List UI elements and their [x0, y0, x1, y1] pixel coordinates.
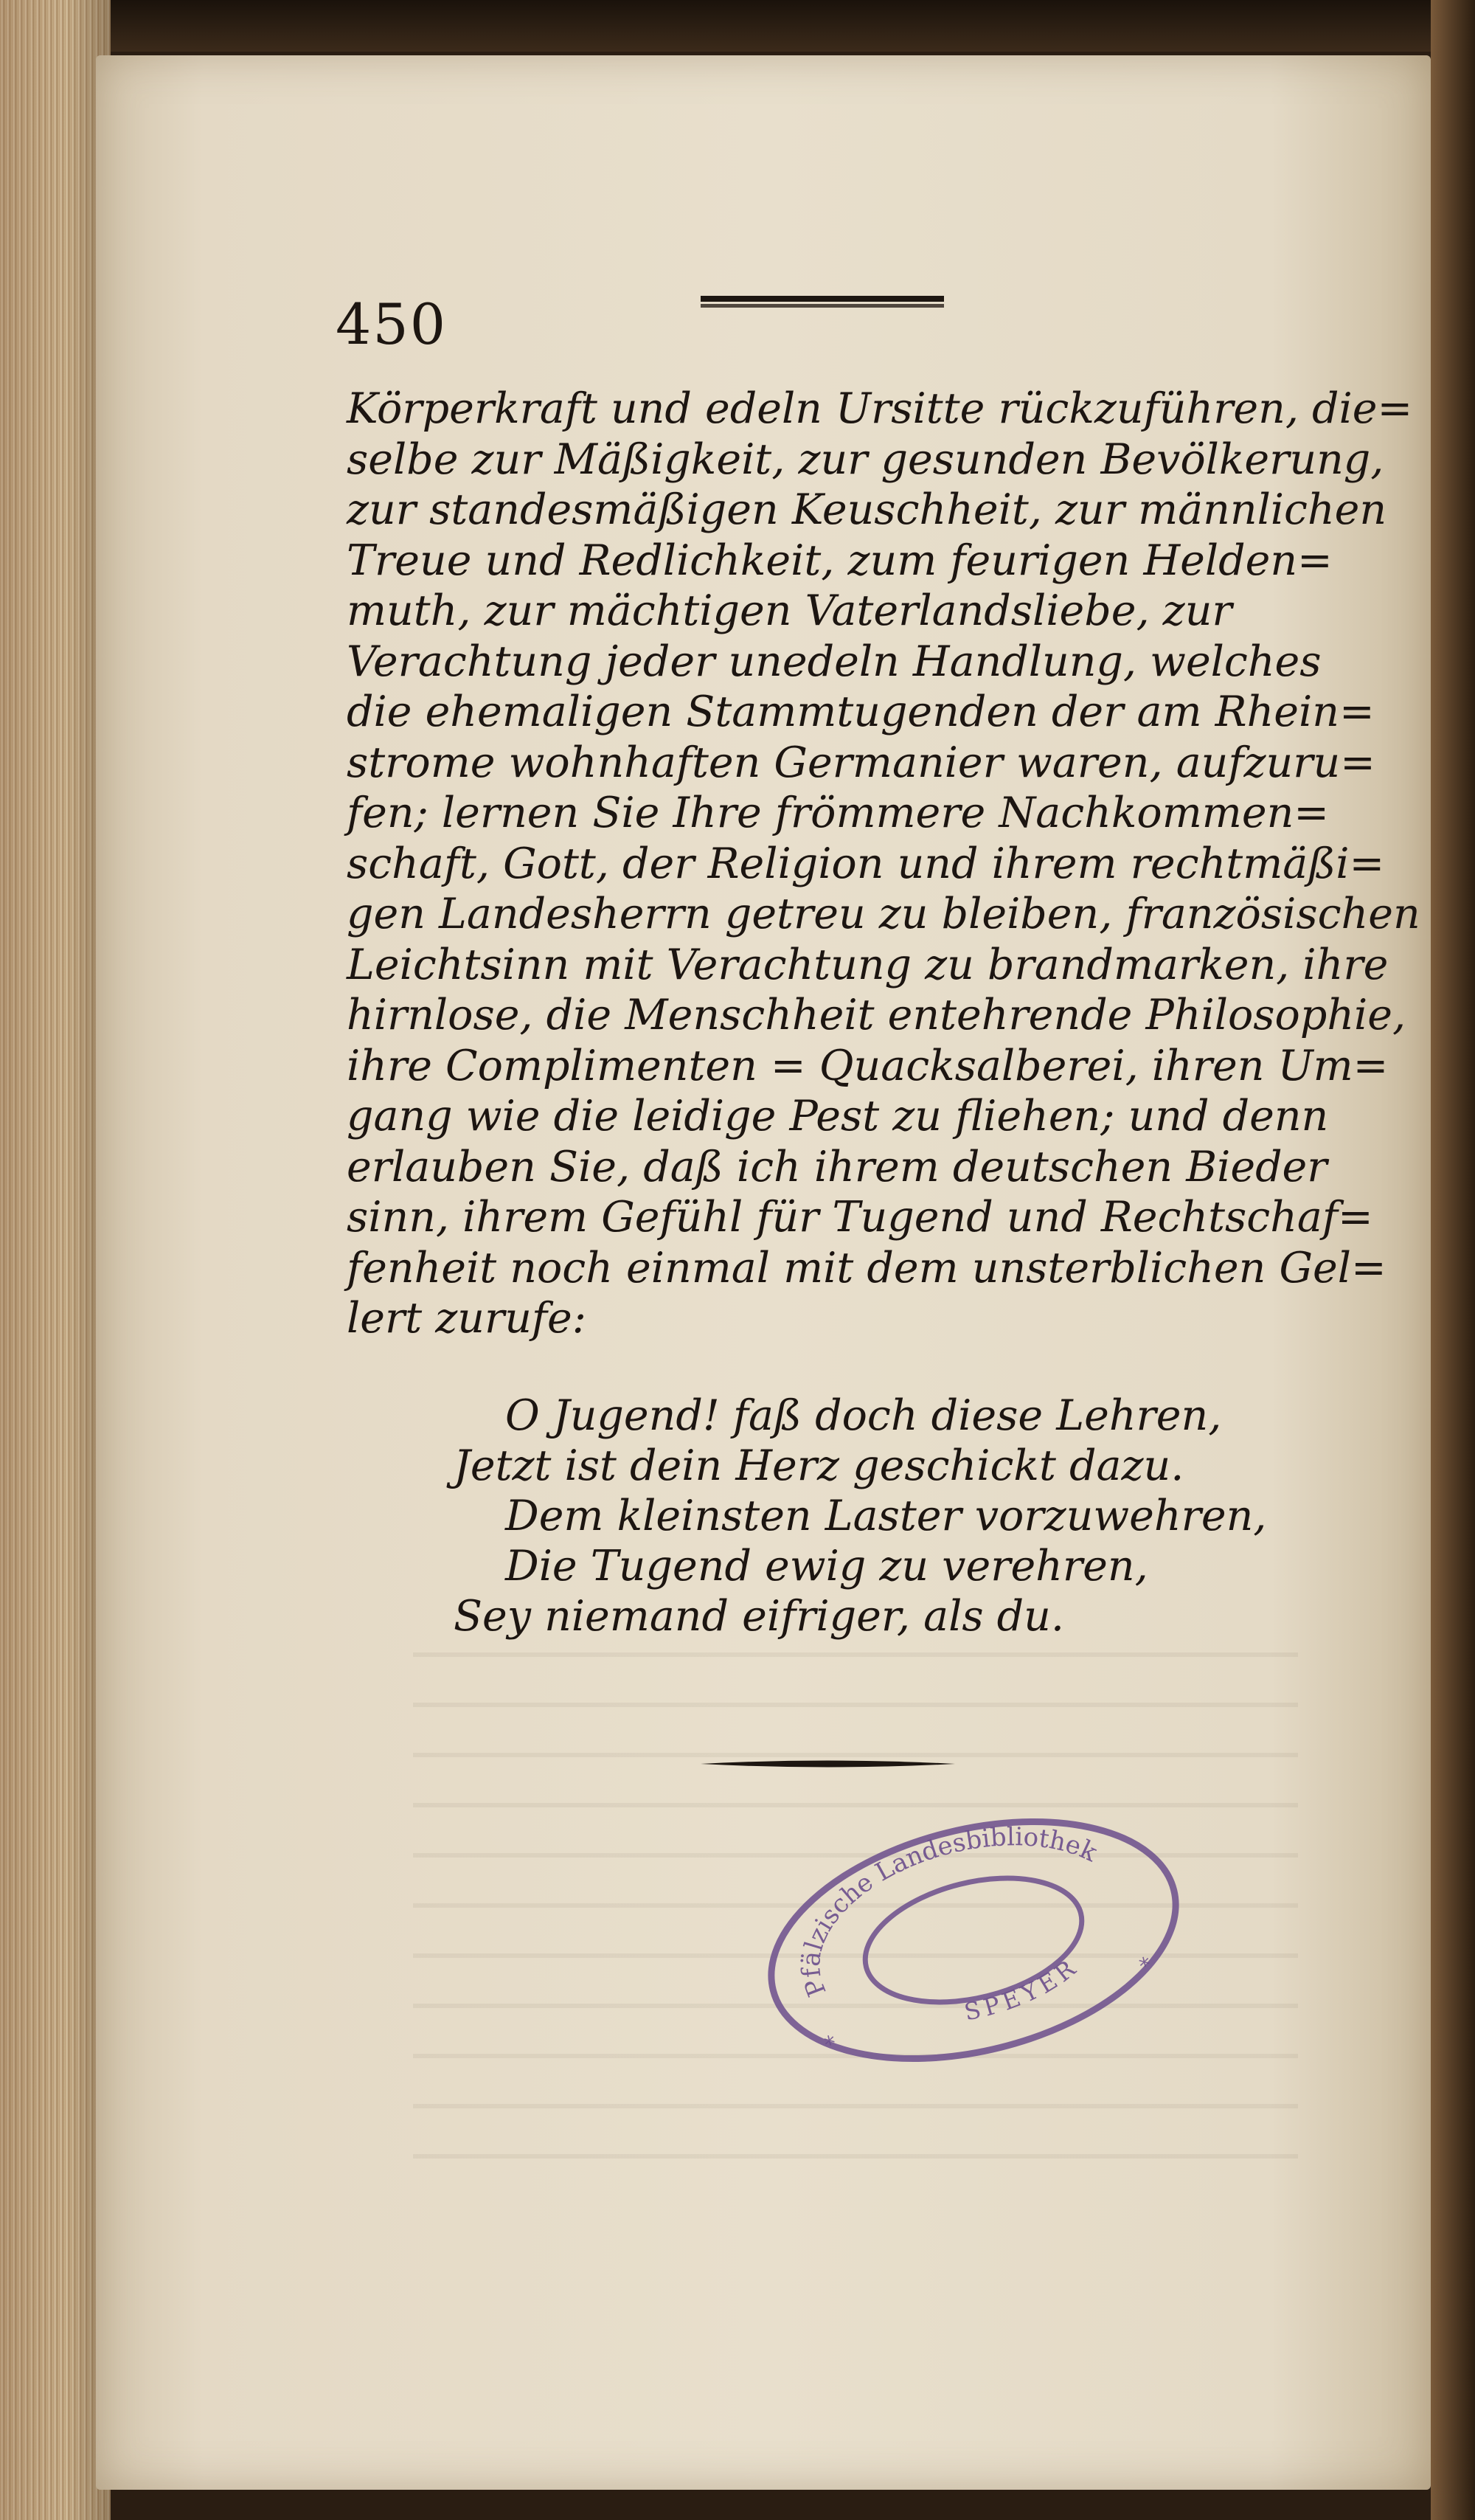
text-line: gang wie die leidige Pest zu fliehen; und denn: [347, 1092, 1329, 1140]
text-line: Verachtung jeder unedeln Handlung, welches: [347, 637, 1322, 686]
book-page-edges: [0, 0, 111, 2520]
page-number: 450: [336, 291, 448, 357]
library-stamp: [752, 1815, 1195, 2066]
text-line: schaft, Gott, der Religion und ihrem rechtmäßi=: [347, 839, 1385, 888]
text-line: hirnlose, die Menschheit entehrende Philosophie,: [347, 991, 1406, 1039]
text-line: sinn, ihrem Gefühl für Tugend und Rechtschaf=: [347, 1193, 1373, 1242]
stamp-star-right: *: [1136, 1952, 1154, 1980]
text-line: fenheit noch einmal mit dem unsterblichen Gel=: [347, 1243, 1386, 1292]
stamp-bottom-text: SPEYER: [962, 1951, 1084, 2026]
top-shadow: [0, 0, 1475, 52]
text-line: Treue und Redlichkeit, zum feurigen Helden=: [347, 536, 1333, 585]
stamp-outer-text: Pfälzische Landesbibliothek: [796, 1822, 1102, 2001]
end-ornament-rule: [701, 1756, 955, 1772]
text-line: muth, zur mächtigen Vaterlandsliebe, zur: [347, 586, 1232, 635]
verse-line: O Jugend! faß doch diese Lehren,: [505, 1391, 1222, 1440]
text-line: strome wohnhaften Germanier waren, aufzuru=: [347, 738, 1375, 787]
svg-text:SPEYER: [956, 1949, 1089, 2027]
text-line: gen Landesherrn getreu zu bleiben, französischen: [347, 890, 1420, 938]
text-line: lert zurufe:: [347, 1294, 586, 1343]
stamp-star-left: *: [822, 2030, 839, 2059]
verse-line: Dem kleinsten Laster vorzuwehren,: [505, 1492, 1267, 1540]
header-ornament-rule: [701, 291, 944, 312]
text-line: erlauben Sie, daß ich ihrem deutschen Bieder: [347, 1142, 1328, 1191]
verse-quote: [347, 1391, 1305, 1641]
text-line: die ehemaligen Stammtugenden der am Rhein=: [347, 688, 1375, 736]
body-text: [347, 384, 1420, 1344]
verse-line: Jetzt ist dein Herz geschickt dazu.: [454, 1441, 1184, 1490]
verse-line: Sey niemand eifriger, als du.: [454, 1592, 1065, 1641]
text-line: ihre Complimenten = Quacksalberei, ihren Um=: [347, 1041, 1389, 1090]
text-line: Körperkraft und edeln Ursitte rückzuführen, die=: [347, 384, 1413, 433]
verse-line: Die Tugend ewig zu verehren,: [505, 1542, 1148, 1590]
text-line: fen; lernen Sie Ihre frömmere Nachkommen=: [347, 789, 1330, 837]
text-line: selbe zur Mäßigkeit, zur gesunden Bevölkerung,: [347, 435, 1384, 484]
text-line: zur standesmäßigen Keuschheit, zur männlichen: [347, 485, 1387, 534]
text-line: Leichtsinn mit Verachtung zu brandmarken, ihre: [347, 940, 1389, 989]
book-right-edge: [1431, 0, 1475, 2520]
